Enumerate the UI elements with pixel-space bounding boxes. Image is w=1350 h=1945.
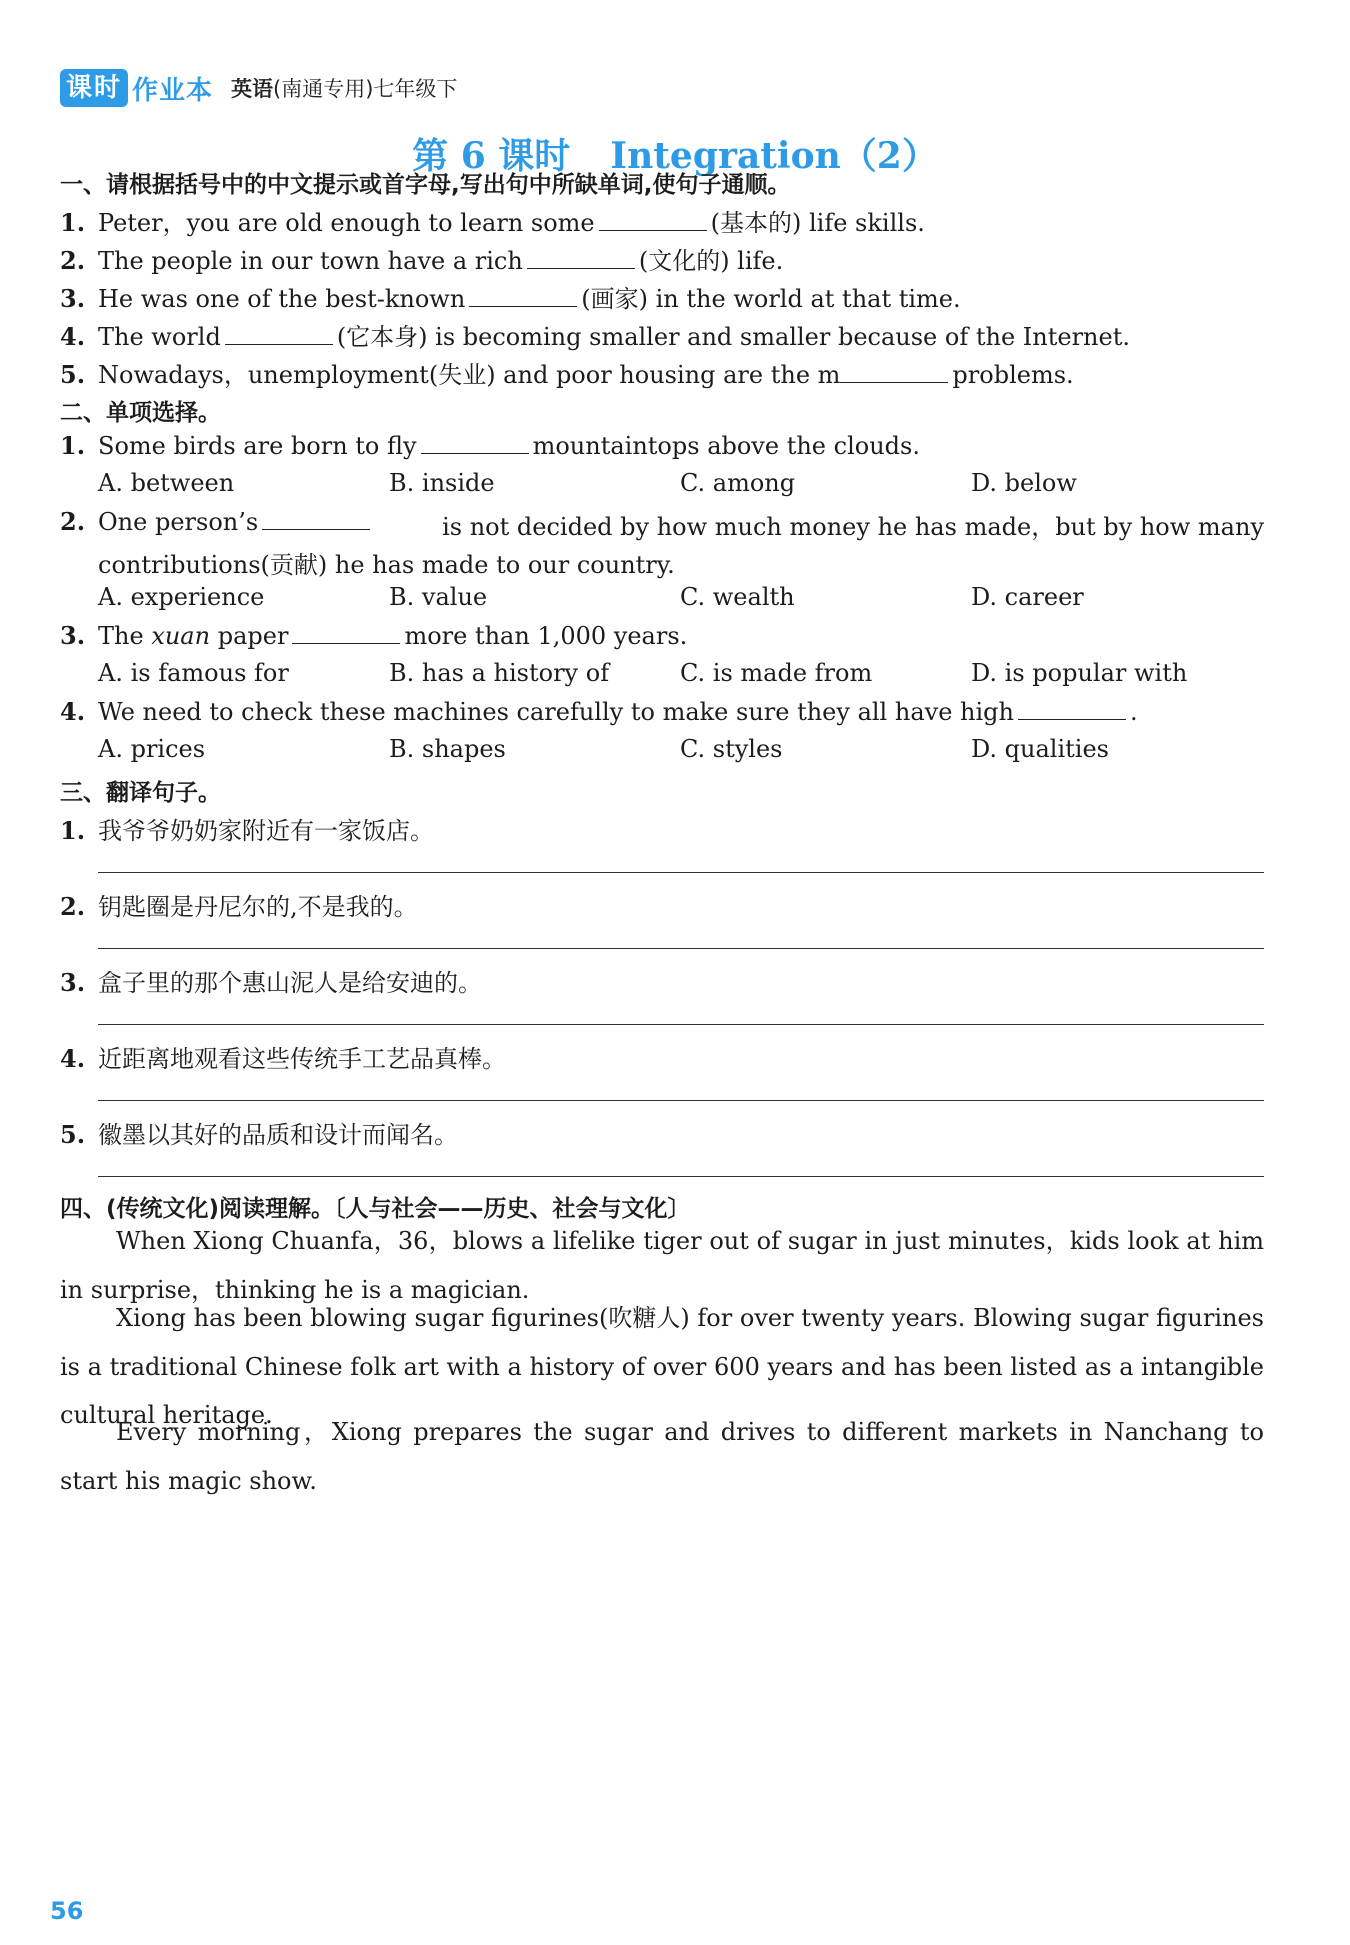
- section3-heading: 三、翻译句子。: [60, 780, 221, 806]
- option-d[interactable]: D. below: [971, 469, 1077, 497]
- answer-blank[interactable]: [840, 360, 948, 383]
- translate-item: 4. 近距离地观看这些传统手工艺品真棒。: [60, 1044, 506, 1073]
- option-b[interactable]: B. shapes: [389, 735, 506, 763]
- answer-line[interactable]: [98, 872, 1264, 873]
- translate-item: 2. 钥匙圈是丹尼尔的,不是我的。: [60, 892, 418, 921]
- answer-blank[interactable]: [599, 208, 707, 231]
- fill-item: 3. He was one of the best-known (画家) in the world at that time.: [60, 284, 961, 313]
- reading-paragraph-3: Every morning，Xiong prepares the sugar and drives to different markets in Nanchang to start his magic show.: [60, 1418, 1264, 1495]
- section2-heading: 二、单项选择。: [60, 400, 221, 426]
- answer-line[interactable]: [98, 1024, 1264, 1025]
- answer-blank[interactable]: [527, 246, 635, 269]
- answer-blank[interactable]: [292, 621, 400, 644]
- option-d[interactable]: D. is popular with: [971, 659, 1188, 687]
- translate-item: 1. 我爷爷奶奶家附近有一家饭店。: [60, 816, 434, 845]
- reading-paragraph-1: When Xiong Chuanfa，36，blows a lifelike tiger out of sugar in just minutes，kids look at him in surprise，thinking he is a magician.: [60, 1227, 1264, 1304]
- page-number: 56: [50, 1897, 84, 1925]
- option-b[interactable]: B. inside: [389, 469, 495, 497]
- question-continuation: contributions(贡献) he has made to our country.: [98, 551, 675, 579]
- answer-line[interactable]: [98, 948, 1264, 949]
- lesson-title: 第 6 课时 Integration（2）: [412, 135, 938, 177]
- option-b[interactable]: B. value: [389, 583, 488, 611]
- translate-item: 5. 徽墨以其好的品质和设计而闻名。: [60, 1120, 458, 1149]
- option-a[interactable]: A. between: [98, 469, 235, 497]
- option-b[interactable]: B. has a history of: [389, 659, 610, 687]
- answer-blank[interactable]: [262, 507, 370, 530]
- fill-item: 2. The people in our town have a rich (文化的) life.: [60, 246, 784, 275]
- fill-item: 4. The world (它本身) is becoming smaller and smaller because of the Internet.: [60, 322, 1130, 351]
- answer-blank[interactable]: [469, 284, 577, 307]
- section1-heading: 一、请根据括号中的中文提示或首字母,写出句中所缺单词,使句子通顺。: [60, 172, 791, 198]
- option-c[interactable]: C. wealth: [680, 583, 795, 611]
- option-c[interactable]: C. among: [680, 469, 796, 497]
- translate-item: 3. 盒子里的那个惠山泥人是给安迪的。: [60, 968, 482, 997]
- answer-line[interactable]: [98, 1100, 1264, 1101]
- option-c[interactable]: C. is made from: [680, 659, 873, 687]
- option-c[interactable]: C. styles: [680, 735, 783, 763]
- answer-blank[interactable]: [225, 322, 333, 345]
- page-header: [60, 66, 457, 110]
- option-a[interactable]: A. is famous for: [98, 659, 289, 687]
- brand-logo-tail: 作业本: [132, 75, 214, 106]
- choice-question: 2. One person’s is not decided by how much money he has made，but by how many: [60, 507, 1264, 541]
- option-d[interactable]: D. qualities: [971, 735, 1109, 763]
- option-d[interactable]: D. career: [971, 583, 1084, 611]
- fill-item: 5. Nowadays，unemployment(失业) and poor housing are the m problems.: [60, 360, 1074, 389]
- answer-blank[interactable]: [421, 431, 529, 454]
- section4-heading: 四、(传统文化)阅读理解。〔人与社会——历史、社会与文化〕: [60, 1196, 691, 1222]
- fill-item: 1. Peter，you are old enough to learn some (基本的) life skills.: [60, 208, 925, 237]
- option-a[interactable]: A. prices: [98, 735, 206, 763]
- choice-question: 3. The xuan paper more than 1,000 years.: [60, 621, 688, 650]
- option-a[interactable]: A. experience: [98, 583, 265, 611]
- brand-logo: 课时: [60, 69, 128, 107]
- reading-paragraph-2: Xiong has been blowing sugar figurines(吹糖人) for over twenty years. Blowing sugar figurines is a traditional Chinese folk art with a history of over 600 years and has been listed as a intangible cultural heritage.: [60, 1304, 1264, 1429]
- subject-label: 英语(南通专用)七年级下: [231, 77, 458, 101]
- choice-question: 1. Some birds are born to fly mountaintops above the clouds.: [60, 431, 920, 460]
- answer-line[interactable]: [98, 1176, 1264, 1177]
- choice-question: 4. We need to check these machines carefully to make sure they all have high .: [60, 697, 1138, 726]
- answer-blank[interactable]: [1018, 697, 1126, 720]
